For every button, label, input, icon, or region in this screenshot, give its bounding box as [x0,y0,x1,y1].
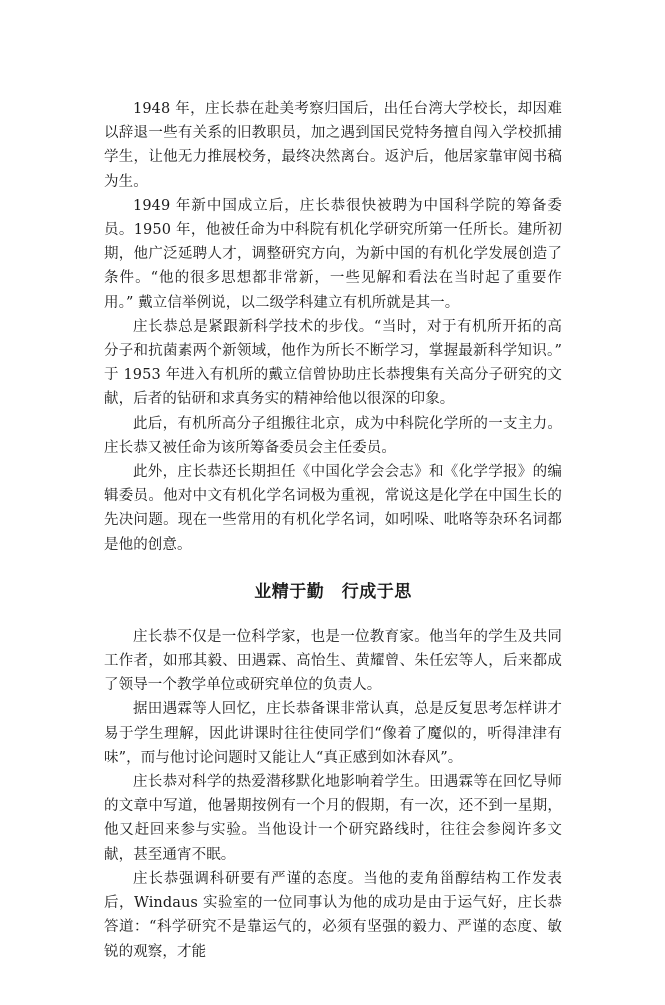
section-career [104,97,562,557]
paragraph: 此外，庄长恭还长期担任《中国化学会会志》和《化学学报》的编辑委员。他对中文有机化学名词极为重视，常说这是化学在中国生长的先决问题。现在一些常用的有机化学名词，如吲哚、吡咯等杂环名词都是他的创意。 [104,464,562,553]
paragraph: 据田遇霖等人回忆，庄长恭备课非常认真，总是反复思考怎样讲才易于学生理解，因此讲课时往往使同学们“像着了魔似的，听得津津有味”，而与他讨论问题时又能让人“真正感到如沐春风”。 [104,701,562,766]
paragraph: 庄长恭不仅是一位科学家，也是一位教育家。他当年的学生及共同工作者，如邢其毅、田遇霖、高怡生、黄耀曾、朱任宏等人，后来都成了领导一个教学单位或研究单位的负责人。 [104,628,562,694]
paragraph: 庄长恭对科学的热爱潜移默化地影响着学生。田遇霖等在回忆导师的文章中写道，他暑期按例有一个月的假期，有一次，还不到一星期，他又赶回来参与实验。当他设计一个研究路线时，往往会参阅许多文献，甚至通宵不眠。 [104,774,562,863]
section-teaching [104,625,562,964]
paragraph: 庄长恭强调科研要有严谨的态度。当他的麦角甾醇结构工作发表后，Windaus 实验室的一位同事认为他的成功是由于运气好，庄长恭答道：“科学研究不是靠运气的，必须有坚强的毅力、严谨的态度、敏锐的观察，才能 [104,870,562,960]
page-body [104,97,562,964]
section-heading: 业精于勤 行成于思 [254,581,412,602]
paragraph: 1948 年，庄长恭在赴美考察归国后，出任台湾大学校长，却因难以辞退一些有关系的旧教职员，加之遇到国民党特务擅自闯入学校抓捕学生，让他无力推展校务，最终决然离台。返沪后，他居家靠审阅书稿为生。 [104,101,562,190]
paragraph: 1949 年新中国成立后，庄长恭很快被聘为中国科学院的筹备委员。1950 年，他被任命为中科院有机化学研究所第一任所长。建所初期，他广泛延聘人才，调整研究方向，为新中国的有机化学发展创造了条件。“他的很多思想都非常新，一些见解和看法在当时起了重要作用。” 戴立信举例说，以二级学科建立有机所就是其一。 [104,197,562,311]
paragraph: 此后，有机所高分子组搬往北京，成为中科院化学所的一支主力。庄长恭又被任命为该所筹备委员会主任委员。 [104,415,562,456]
paragraph: 庄长恭总是紧跟新科学技术的步伐。“当时，对于有机所开拓的高分子和抗菌素两个新领域，他作为所长不断学习，掌握最新科学知识。” 于 1953 年进入有机所的戴立信曾协助庄长恭搜集有关高分子研究的文献，后者的钻研和求真务实的精神给他以很深的印象。 [104,318,562,408]
